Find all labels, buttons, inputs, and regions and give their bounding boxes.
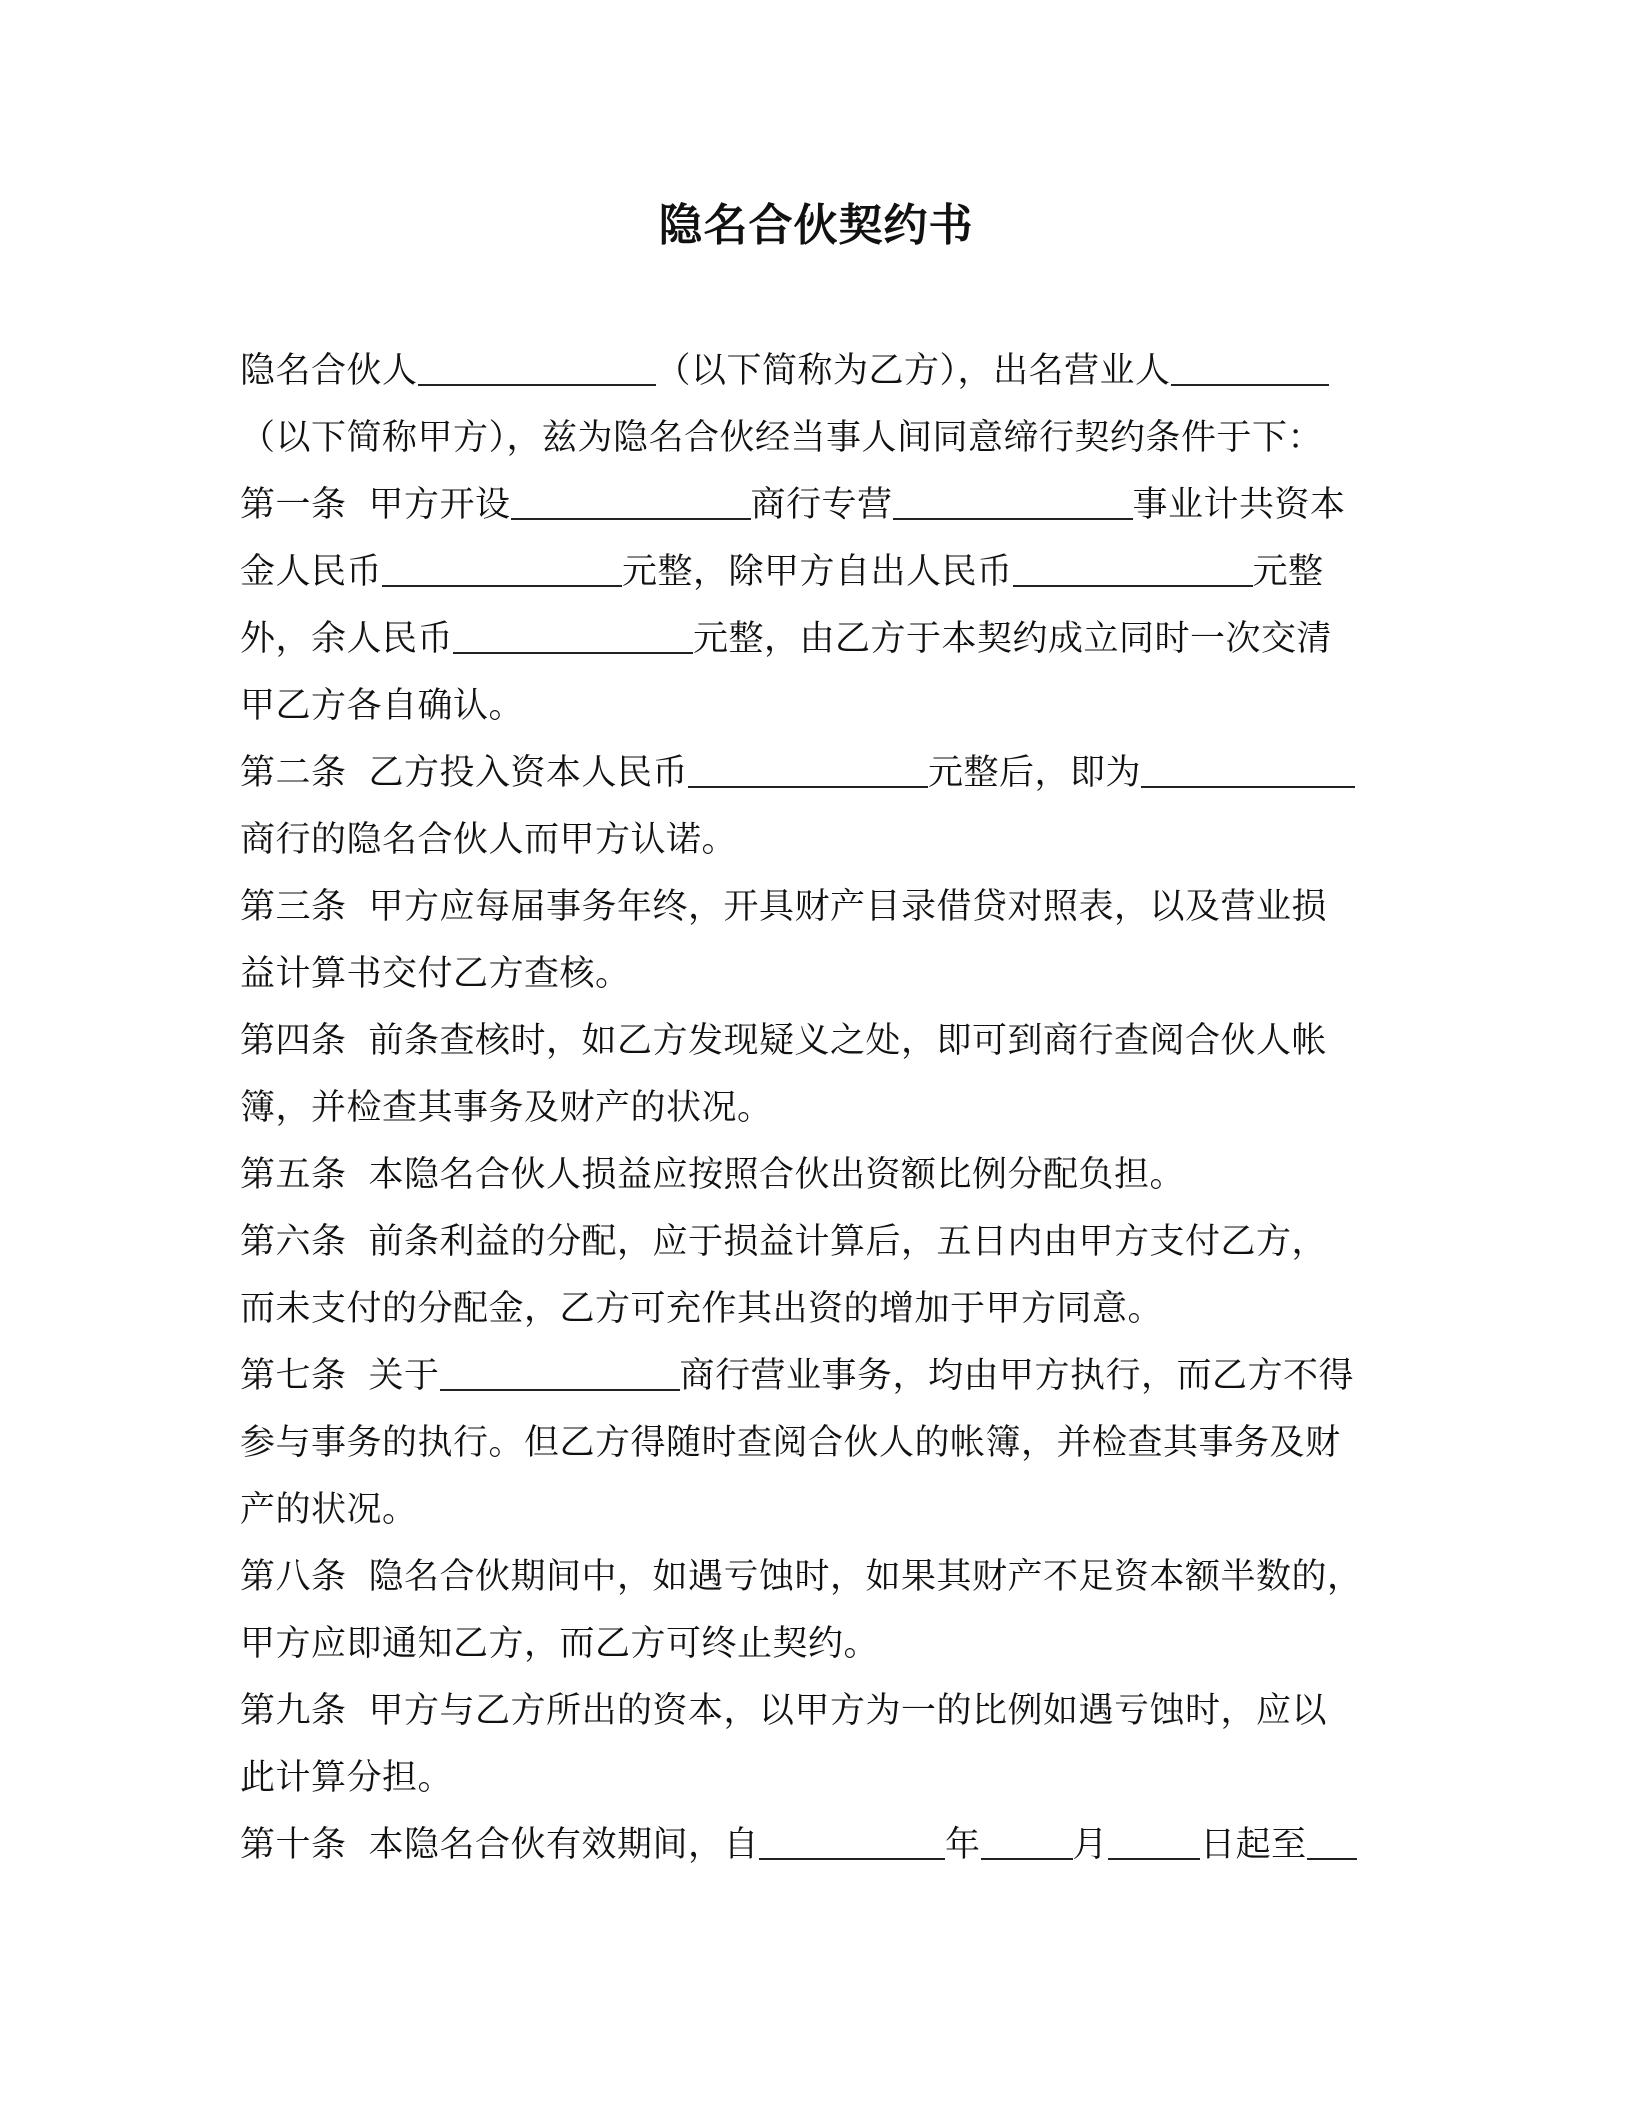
article-text: 商行专营 — [750, 485, 893, 525]
article-text: 乙方投入资本人民币 — [368, 753, 689, 793]
article-text: 元整后，即为 — [928, 753, 1142, 793]
fill-blank — [453, 622, 693, 654]
fill-blank — [418, 354, 656, 386]
article-7-line-1 — [240, 1343, 1392, 1410]
fill-blank — [893, 488, 1133, 520]
article-text: 甲方应即通知乙方，而乙方可终止契约。 — [240, 1624, 880, 1664]
article-text: 本隐名合伙人损益应按照合伙出资额比例分配负担。 — [368, 1155, 1186, 1195]
article-label: 第一条 — [240, 485, 347, 525]
article-label: 第三条 — [240, 887, 347, 927]
article-6-line-1 — [240, 1209, 1392, 1276]
fill-blank — [1171, 354, 1329, 386]
article-text: 事业计共资本 — [1132, 485, 1346, 525]
intro-line-2 — [240, 405, 1392, 472]
document-title: 隐名合伙契约书 — [658, 200, 974, 251]
article-text: 商行营业事务，均由甲方执行，而乙方不得 — [679, 1356, 1355, 1396]
intro-text: （以下简称甲方），兹为隐名合伙经当事人间同意缔行契约条件于下： — [240, 418, 1324, 458]
article-text: 甲方与乙方所出的资本，以甲方为一的比例如遇亏蚀时，应以 — [368, 1691, 1328, 1731]
fill-blank — [440, 1359, 680, 1391]
article-label: 第四条 — [240, 1021, 347, 1061]
article-text: 外，余人民币 — [240, 619, 454, 659]
article-text: 元整 — [1252, 552, 1324, 592]
intro-line-1 — [240, 338, 1392, 405]
article-label: 第八条 — [240, 1557, 347, 1597]
fill-blank — [382, 555, 622, 587]
article-text: 金人民币 — [240, 552, 383, 592]
fill-blank — [511, 488, 751, 520]
article-7-line-2 — [240, 1410, 1392, 1477]
fill-blank — [981, 1828, 1073, 1860]
article-text: 益计算书交付乙方查核。 — [240, 954, 631, 994]
article-9-line-2 — [240, 1745, 1392, 1812]
article-text: 参与事务的执行。但乙方得随时查阅合伙人的帐簿，并检查其事务及财 — [240, 1423, 1341, 1463]
article-text: 而未支付的分配金，乙方可充作其出资的增加于甲方同意。 — [240, 1289, 1164, 1329]
article-text: 前条利益的分配，应于损益计算后，五日内由甲方支付乙方， — [368, 1222, 1328, 1262]
article-label: 第九条 — [240, 1691, 347, 1731]
article-label: 第七条 — [240, 1356, 347, 1396]
article-text: 甲方开设 — [368, 485, 511, 525]
fill-blank — [1307, 1828, 1357, 1860]
article-1-line-1 — [240, 472, 1392, 539]
article-label: 第六条 — [240, 1222, 347, 1262]
document-body — [240, 338, 1392, 1879]
fill-blank — [1013, 555, 1253, 587]
article-text: 前条查核时，如乙方发现疑义之处，即可到商行查阅合伙人帐 — [368, 1021, 1328, 1061]
fill-blank — [1108, 1828, 1200, 1860]
article-6-line-2 — [240, 1276, 1392, 1343]
article-3-line-1 — [240, 874, 1392, 941]
article-9-line-1 — [240, 1678, 1392, 1745]
intro-text: 隐名合伙人 — [240, 351, 418, 391]
article-label: 第二条 — [240, 753, 347, 793]
article-text: 本隐名合伙有效期间，自 — [368, 1825, 760, 1865]
article-text: 甲乙方各自确认。 — [240, 686, 525, 726]
article-label: 第五条 — [240, 1155, 347, 1195]
article-label: 第十条 — [240, 1825, 347, 1865]
article-4-line-1 — [240, 1008, 1392, 1075]
article-8-line-1 — [240, 1544, 1392, 1611]
article-text: 此计算分担。 — [240, 1758, 454, 1798]
fill-blank — [688, 756, 928, 788]
article-1-line-2 — [240, 539, 1392, 606]
article-text: 元整，除甲方自出人民币 — [622, 552, 1013, 592]
article-text: 月 — [1072, 1825, 1109, 1865]
article-text: 商行的隐名合伙人而甲方认诺。 — [240, 820, 738, 860]
article-7-line-3 — [240, 1477, 1392, 1544]
article-2-line-1 — [240, 740, 1392, 807]
article-text: 关于 — [368, 1356, 440, 1396]
fill-blank — [1141, 756, 1355, 788]
article-text: 甲方应每届事务年终，开具财产目录借贷对照表，以及营业损 — [368, 887, 1328, 927]
article-text: 簿，并检查其事务及财产的状况。 — [240, 1088, 773, 1128]
intro-text: （以下简称为乙方），出名营业人 — [655, 351, 1171, 391]
article-3-line-2 — [240, 941, 1392, 1008]
article-10-line-1 — [240, 1812, 1392, 1879]
article-5-line-1 — [240, 1142, 1392, 1209]
article-text: 产的状况。 — [240, 1490, 418, 1530]
article-text: 元整，由乙方于本契约成立同时一次交清 — [693, 619, 1333, 659]
article-4-line-2 — [240, 1075, 1392, 1142]
article-8-line-2 — [240, 1611, 1392, 1678]
article-1-line-3 — [240, 606, 1392, 673]
fill-blank — [759, 1828, 945, 1860]
article-1-line-4 — [240, 673, 1392, 740]
article-text: 隐名合伙期间中，如遇亏蚀时，如果其财产不足资本额半数的， — [368, 1557, 1363, 1597]
article-2-line-2 — [240, 807, 1392, 874]
article-text: 年 — [945, 1825, 981, 1865]
article-text: 日起至 — [1200, 1825, 1307, 1865]
